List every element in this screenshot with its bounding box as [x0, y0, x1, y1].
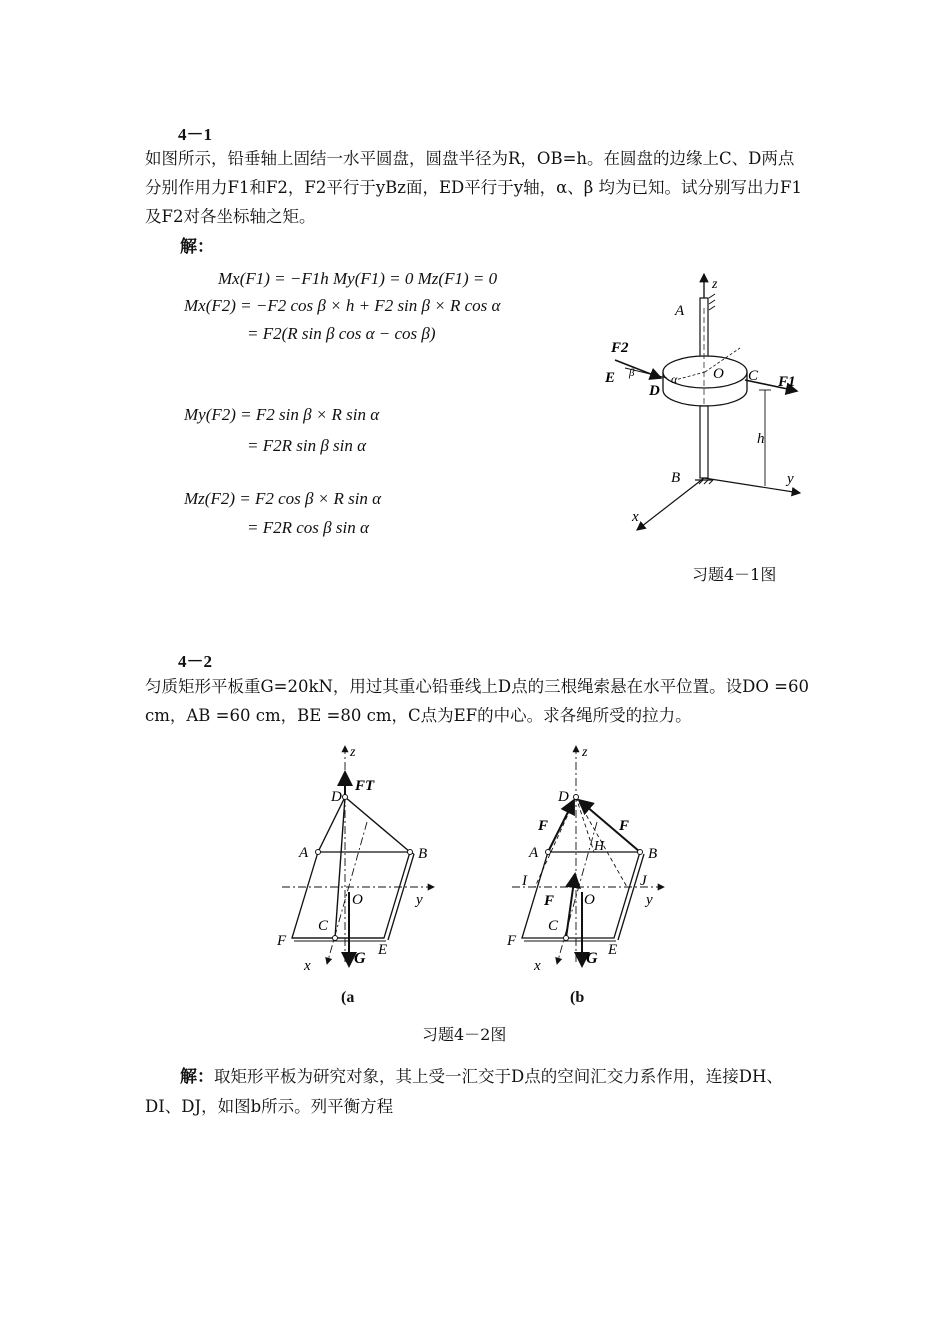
label-z: z: [712, 277, 718, 292]
label-FT: FT: [355, 778, 375, 794]
label-E: E: [608, 942, 618, 958]
label-F1: F1: [778, 374, 796, 390]
label-C: C: [318, 918, 329, 934]
label-F-right: F: [619, 818, 630, 834]
subfigure-label-a: (a: [341, 989, 355, 1006]
solution-text-4-2: 取矩形平板为研究对象，其上受一汇交于D点的空间汇交力系作用，连接DH、DI、DJ，如图b所示。列平衡方程: [145, 1067, 783, 1116]
label-B: B: [671, 470, 681, 486]
problem-number-4-2: 4－2: [178, 652, 212, 671]
label-D: D: [331, 789, 342, 805]
equation-row-1: Mx(F1) = −F1h My(F1) = 0 Mz(F1) = 0: [218, 269, 498, 288]
label-z: z: [582, 745, 588, 760]
figure-4-2b: [502, 742, 677, 974]
label-F-center: F: [544, 893, 555, 909]
figure-4-2a: [272, 742, 447, 974]
problem-number-4-1: 4－1: [178, 125, 212, 144]
label-O: O: [352, 892, 363, 908]
figure-caption-4-1: 习题4－1图: [692, 565, 777, 584]
label-B: B: [418, 846, 428, 862]
equation-mx-f2: Mx(F2) = −F2 cos β × h + F2 sin β × R cos α: [184, 296, 501, 315]
label-h: h: [757, 431, 765, 447]
solution-label-4-2: 解：: [180, 1067, 214, 1087]
equation-mx-f2-simplified: = F2(R sin β cos α − cos β): [247, 324, 436, 343]
equation-my-f2-simplified: = F2R sin β sin α: [247, 436, 367, 455]
label-O: O: [713, 366, 724, 382]
label-y: y: [416, 892, 423, 908]
label-I: I: [522, 873, 527, 889]
equation-mz-f2: Mz(F2) = F2 cos β × R sin α: [184, 489, 382, 508]
label-F2: F2: [611, 340, 629, 356]
solution-label-4-1: 解：: [180, 237, 214, 257]
label-A: A: [529, 845, 539, 861]
label-alpha: α: [671, 372, 678, 386]
label-E: E: [605, 370, 616, 386]
label-O: O: [584, 892, 595, 908]
equation-my-f2: My(F2) = F2 sin β × R sin α: [184, 405, 380, 424]
label-A: A: [299, 845, 309, 861]
label-B: B: [648, 846, 658, 862]
label-D: D: [558, 789, 569, 805]
label-C: C: [748, 368, 759, 384]
label-beta: β: [629, 367, 635, 379]
label-F: F: [507, 933, 517, 949]
label-C: C: [548, 918, 559, 934]
solution-paragraph-4-2: [145, 1062, 810, 1121]
label-E: E: [378, 942, 388, 958]
figure-4-1: [595, 268, 810, 538]
label-y: y: [787, 471, 794, 487]
equation-mz-f2-simplified: = F2R cos β sin α: [247, 518, 369, 537]
label-F: F: [277, 933, 287, 949]
label-F-left: F: [538, 818, 549, 834]
label-H: H: [594, 839, 605, 854]
label-D: D: [649, 383, 660, 399]
label-G: G: [586, 950, 598, 967]
problem-statement-4-1: 如图所示，铅垂轴上固结一水平圆盘，圆盘半径为R，OB=h。在圆盘的边缘上C、D两点分别作用力F1和F2，F2平行于yBz面，ED平行于y轴，α、β 均为已知。试分别写出力F1及F2对各坐标轴之矩。: [145, 149, 802, 226]
problem-statement-4-2: 匀质矩形平板重G=20kN，用过其重心铅垂线上D点的三根绳索悬在水平位置。设DO =60 cm，AB =60 cm，BE =80 cm，C点为EF的中心。求各绳所受的拉力。: [145, 677, 809, 725]
label-J: J: [640, 873, 647, 889]
label-x: x: [304, 958, 311, 974]
figure-caption-4-2: 习题4－2图: [422, 1025, 507, 1044]
label-z: z: [350, 745, 356, 760]
label-G: G: [354, 950, 366, 967]
label-y: y: [646, 892, 653, 908]
label-A: A: [675, 303, 685, 319]
subfigure-label-b: (b: [570, 989, 585, 1006]
label-x: x: [632, 509, 639, 525]
label-x: x: [534, 958, 541, 974]
